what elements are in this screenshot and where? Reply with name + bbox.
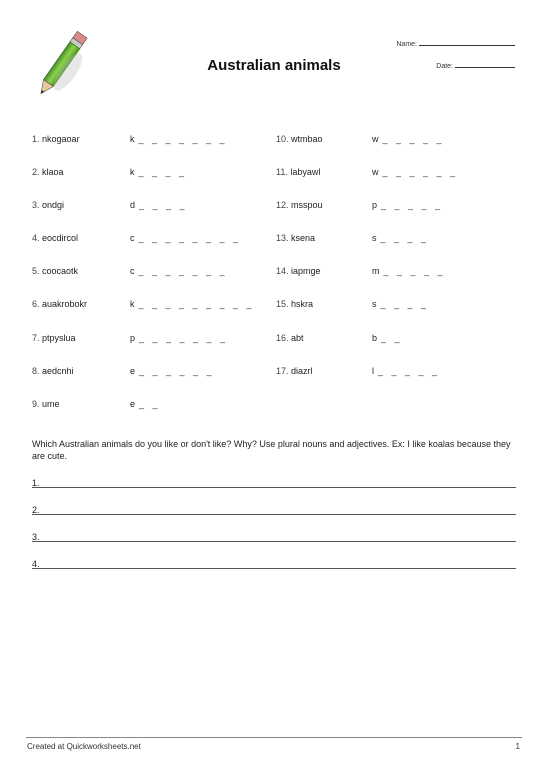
scramble-item: 8. aedcnhi bbox=[32, 366, 74, 376]
writing-line-number: 3. bbox=[32, 532, 40, 542]
answer-blank[interactable]: d _ _ _ _ bbox=[130, 200, 188, 210]
writing-line[interactable] bbox=[32, 559, 516, 571]
answer-blank[interactable]: c _ _ _ _ _ _ _ bbox=[130, 266, 228, 276]
scramble-item: 9. ume bbox=[32, 399, 60, 409]
writing-line[interactable] bbox=[32, 478, 516, 490]
page-number: 1 bbox=[515, 742, 520, 751]
answer-blank[interactable]: k _ _ _ _ _ _ _ _ _ bbox=[130, 299, 255, 309]
writing-line-number: 2. bbox=[32, 505, 40, 515]
answer-blank[interactable]: l _ _ _ _ _ bbox=[372, 366, 441, 376]
scramble-item: 14. iapmge bbox=[276, 266, 321, 276]
date-field[interactable] bbox=[436, 60, 515, 70]
answer-blank[interactable]: p _ _ _ _ _ bbox=[372, 200, 444, 210]
answer-blank[interactable]: w _ _ _ _ _ bbox=[372, 134, 445, 144]
name-field[interactable] bbox=[396, 38, 515, 48]
scramble-item: 11. labyawl bbox=[276, 167, 321, 177]
footer-credit: Created at Quickworksheets.net bbox=[27, 742, 141, 751]
footer-divider bbox=[26, 737, 522, 738]
scramble-item: 1. nkogaoar bbox=[32, 134, 80, 144]
answer-blank[interactable]: s _ _ _ _ bbox=[372, 299, 430, 309]
writing-line-number: 4. bbox=[32, 559, 40, 569]
scramble-item: 13. ksena bbox=[276, 233, 316, 243]
answer-blank[interactable]: b _ _ bbox=[372, 333, 403, 343]
scramble-item: 7. ptpyslua bbox=[32, 333, 76, 343]
scramble-item: 6. auakrobokr bbox=[32, 299, 88, 309]
answer-blank[interactable]: k _ _ _ _ bbox=[130, 167, 188, 177]
scramble-item: 16. abt bbox=[276, 333, 304, 343]
answer-blank[interactable]: p _ _ _ _ _ _ _ bbox=[130, 333, 229, 343]
name-label: Name: bbox=[396, 41, 417, 48]
scramble-item: 12. msspou bbox=[276, 200, 323, 210]
scramble-item: 10. wtmbao bbox=[276, 134, 323, 144]
answer-blank[interactable]: m _ _ _ _ _ bbox=[372, 266, 446, 276]
writing-line[interactable] bbox=[32, 505, 516, 517]
answer-blank[interactable]: e _ _ bbox=[130, 399, 161, 409]
scramble-item: 15. hskra bbox=[276, 299, 314, 309]
writing-line[interactable] bbox=[32, 532, 516, 544]
date-blank[interactable] bbox=[455, 60, 515, 68]
date-label: Date: bbox=[436, 63, 453, 70]
writing-line-number: 1. bbox=[32, 478, 40, 488]
answer-blank[interactable]: k _ _ _ _ _ _ _ bbox=[130, 134, 228, 144]
answer-blank[interactable]: w _ _ _ _ _ _ bbox=[372, 167, 459, 177]
answer-blank[interactable]: s _ _ _ _ bbox=[372, 233, 430, 243]
scramble-item: 4. eocdircol bbox=[32, 233, 79, 243]
page-title: Australian animals bbox=[207, 57, 341, 74]
scramble-item: 3. ondgi bbox=[32, 200, 65, 210]
answer-blank[interactable]: e _ _ _ _ _ _ bbox=[130, 366, 215, 376]
name-blank[interactable] bbox=[419, 38, 515, 46]
writing-prompt: Which Australian animals do you like or don't like? Why? Use plural nouns and adjectives. Ex: I like koalas because they are cute. bbox=[32, 439, 511, 461]
scramble-item: 17. diazrl bbox=[276, 366, 313, 376]
scramble-item: 2. klaoa bbox=[32, 167, 64, 177]
scramble-item: 5. coocaotk bbox=[32, 266, 79, 276]
answer-blank[interactable]: c _ _ _ _ _ _ _ _ bbox=[130, 233, 242, 243]
